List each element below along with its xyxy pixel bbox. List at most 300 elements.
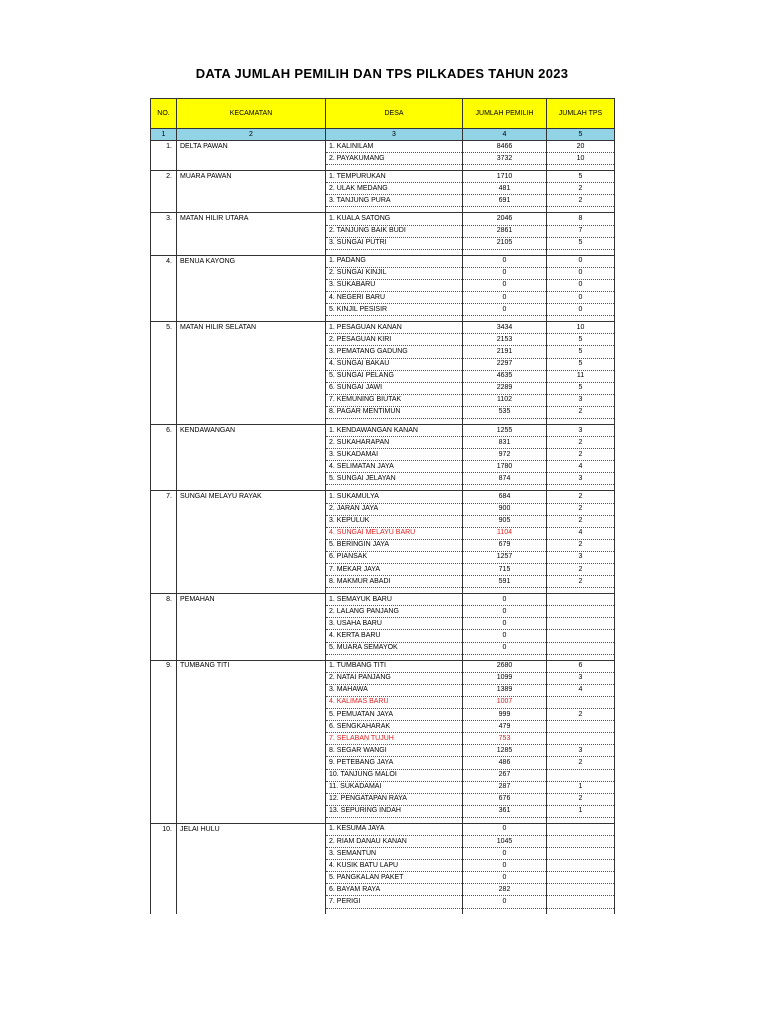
desa-cell: 2. TANJUNG BAIK BUDI xyxy=(326,225,463,237)
row-number xyxy=(151,267,177,279)
pemilih-cell: 2046 xyxy=(463,213,547,225)
voter-table xyxy=(150,98,615,914)
pemilih-cell: 1780 xyxy=(463,461,547,473)
kecamatan-cell xyxy=(177,370,326,382)
header-row xyxy=(151,99,615,129)
kecamatan-cell xyxy=(177,461,326,473)
column-number: 1 xyxy=(151,129,177,141)
table-row xyxy=(151,304,615,316)
row-number xyxy=(151,848,177,860)
pemilih-cell: 676 xyxy=(463,793,547,805)
pemilih-cell: 1285 xyxy=(463,745,547,757)
desa-cell: 3. KEPULUK xyxy=(326,515,463,527)
pemilih-cell: 900 xyxy=(463,503,547,515)
header-desa: DESA xyxy=(326,99,463,129)
pemilih-cell: 2105 xyxy=(463,237,547,249)
row-number xyxy=(151,672,177,684)
tps-cell: 2 xyxy=(547,437,615,449)
table-row xyxy=(151,322,615,334)
row-number: 6. xyxy=(151,424,177,436)
desa-cell: 1. TUMBANG TITI xyxy=(326,660,463,672)
row-number xyxy=(151,564,177,576)
pemilih-cell: 0 xyxy=(463,292,547,304)
row-number xyxy=(151,872,177,884)
table-row xyxy=(151,630,615,642)
pemilih-cell: 479 xyxy=(463,721,547,733)
kecamatan-cell xyxy=(177,153,326,165)
pemilih-cell: 0 xyxy=(463,642,547,654)
kecamatan-cell xyxy=(177,860,326,872)
kecamatan-cell xyxy=(177,745,326,757)
desa-cell: 3. MAHAWA xyxy=(326,684,463,696)
pemilih-cell: 0 xyxy=(463,606,547,618)
row-number xyxy=(151,896,177,908)
desa-cell: 2. LALANG PANJANG xyxy=(326,606,463,618)
table-row xyxy=(151,576,615,588)
table-row xyxy=(151,709,615,721)
kecamatan-cell xyxy=(177,793,326,805)
table-row xyxy=(151,424,615,436)
kecamatan-cell xyxy=(177,358,326,370)
table-row xyxy=(151,805,615,817)
table-row xyxy=(151,781,615,793)
table-row xyxy=(151,406,615,418)
desa-cell: 11. SUKADAMAI xyxy=(326,781,463,793)
pemilih-cell: 0 xyxy=(463,630,547,642)
table-row xyxy=(151,515,615,527)
kecamatan-cell xyxy=(177,551,326,563)
table-row xyxy=(151,757,615,769)
tps-cell: 11 xyxy=(547,370,615,382)
pemilih-cell: 0 xyxy=(463,267,547,279)
kecamatan-cell xyxy=(177,672,326,684)
kecamatan-cell xyxy=(177,576,326,588)
tps-cell xyxy=(547,896,615,908)
row-number xyxy=(151,153,177,165)
desa-cell: 9. PETEBANG JAYA xyxy=(326,757,463,769)
row-number xyxy=(151,437,177,449)
pemilih-cell: 1007 xyxy=(463,696,547,708)
tps-cell: 0 xyxy=(547,304,615,316)
column-number-row xyxy=(151,129,615,141)
desa-cell: 2. ULAK MEDANG xyxy=(326,183,463,195)
desa-cell: 10. TANJUNG MALOI xyxy=(326,769,463,781)
table-row xyxy=(151,141,615,153)
tps-cell: 3 xyxy=(547,394,615,406)
tps-cell xyxy=(547,594,615,606)
table-row xyxy=(151,848,615,860)
tps-cell: 5 xyxy=(547,334,615,346)
pemilih-cell: 3732 xyxy=(463,153,547,165)
table-row xyxy=(151,503,615,515)
kecamatan-cell xyxy=(177,781,326,793)
row-number xyxy=(151,237,177,249)
table-row xyxy=(151,346,615,358)
tps-cell: 5 xyxy=(547,237,615,249)
kecamatan-cell xyxy=(177,835,326,847)
row-number: 2. xyxy=(151,171,177,183)
table-row xyxy=(151,473,615,485)
kecamatan-cell xyxy=(177,606,326,618)
row-number xyxy=(151,696,177,708)
desa-cell: 5. SUNGAI JELAYAN xyxy=(326,473,463,485)
pemilih-cell: 535 xyxy=(463,406,547,418)
pemilih-cell: 282 xyxy=(463,884,547,896)
tps-cell xyxy=(547,884,615,896)
pemilih-cell: 591 xyxy=(463,576,547,588)
tps-cell: 10 xyxy=(547,322,615,334)
pemilih-cell: 2289 xyxy=(463,382,547,394)
tps-cell: 0 xyxy=(547,255,615,267)
desa-cell: 12. PENGATAPAN RAYA xyxy=(326,793,463,805)
table-body xyxy=(151,141,615,914)
desa-cell: 1. KENDAWANGAN KANAN xyxy=(326,424,463,436)
pemilih-cell: 4635 xyxy=(463,370,547,382)
tps-cell xyxy=(547,606,615,618)
tps-cell: 4 xyxy=(547,527,615,539)
table-row xyxy=(151,594,615,606)
desa-cell: 2. PESAGUAN KIRI xyxy=(326,334,463,346)
column-number: 3 xyxy=(326,129,463,141)
row-number: 5. xyxy=(151,322,177,334)
row-number: 4. xyxy=(151,255,177,267)
desa-cell: 7. MEKAR JAYA xyxy=(326,564,463,576)
header-no: NO. xyxy=(151,99,177,129)
table-row xyxy=(151,721,615,733)
desa-cell: 1. KALINILAM xyxy=(326,141,463,153)
table-row xyxy=(151,370,615,382)
table-row xyxy=(151,672,615,684)
header-jumlah-pemilih: JUMLAH PEMILIH xyxy=(463,99,547,129)
desa-cell: 3. PEMATANG GADUNG xyxy=(326,346,463,358)
tps-cell: 2 xyxy=(547,503,615,515)
desa-cell: 6. PIANSAK xyxy=(326,551,463,563)
row-number xyxy=(151,551,177,563)
row-number xyxy=(151,449,177,461)
kecamatan-cell xyxy=(177,721,326,733)
spacer-cell xyxy=(151,908,177,914)
row-number xyxy=(151,884,177,896)
desa-cell: 1. KESUMA JAYA xyxy=(326,823,463,835)
table-row xyxy=(151,449,615,461)
desa-cell: 1. SUKAMULYA xyxy=(326,491,463,503)
tps-cell: 3 xyxy=(547,473,615,485)
kecamatan-cell: MATAN HILIR UTARA xyxy=(177,213,326,225)
table-row xyxy=(151,382,615,394)
tps-cell: 3 xyxy=(547,551,615,563)
pemilih-cell: 679 xyxy=(463,539,547,551)
pemilih-cell: 691 xyxy=(463,195,547,207)
row-number xyxy=(151,709,177,721)
row-number: 1. xyxy=(151,141,177,153)
table-row xyxy=(151,642,615,654)
desa-cell: 3. SEMANTUN xyxy=(326,848,463,860)
table-row xyxy=(151,835,615,847)
row-number xyxy=(151,684,177,696)
row-number xyxy=(151,358,177,370)
row-number xyxy=(151,805,177,817)
kecamatan-cell xyxy=(177,394,326,406)
tps-cell: 2 xyxy=(547,757,615,769)
desa-cell: 2. JARAN JAYA xyxy=(326,503,463,515)
kecamatan-cell xyxy=(177,872,326,884)
tps-cell: 20 xyxy=(547,141,615,153)
row-number: 7. xyxy=(151,491,177,503)
pemilih-cell: 0 xyxy=(463,872,547,884)
table-row xyxy=(151,896,615,908)
kecamatan-cell xyxy=(177,769,326,781)
tps-cell: 2 xyxy=(547,183,615,195)
table-row xyxy=(151,606,615,618)
table-row xyxy=(151,292,615,304)
desa-cell: 5. PEMUATAN JAYA xyxy=(326,709,463,721)
tps-cell xyxy=(547,696,615,708)
table-row xyxy=(151,394,615,406)
table-row xyxy=(151,696,615,708)
tps-cell: 10 xyxy=(547,153,615,165)
pemilih-cell: 0 xyxy=(463,255,547,267)
table-row xyxy=(151,183,615,195)
tps-cell xyxy=(547,733,615,745)
table-row xyxy=(151,171,615,183)
column-number: 4 xyxy=(463,129,547,141)
pemilih-cell: 287 xyxy=(463,781,547,793)
kecamatan-cell xyxy=(177,304,326,316)
pemilih-cell: 1099 xyxy=(463,672,547,684)
table-row xyxy=(151,255,615,267)
tps-cell: 1 xyxy=(547,781,615,793)
table-row xyxy=(151,660,615,672)
spacer-cell xyxy=(463,908,547,914)
kecamatan-cell xyxy=(177,884,326,896)
desa-cell: 1. PADANG xyxy=(326,255,463,267)
desa-cell: 4. SELIMATAN JAYA xyxy=(326,461,463,473)
tps-cell: 7 xyxy=(547,225,615,237)
pemilih-cell: 2297 xyxy=(463,358,547,370)
tps-cell: 2 xyxy=(547,515,615,527)
table-row xyxy=(151,334,615,346)
pemilih-cell: 1710 xyxy=(463,171,547,183)
row-number: 10. xyxy=(151,823,177,835)
desa-cell: 7. SELABAN TUJUH xyxy=(326,733,463,745)
pemilih-cell: 267 xyxy=(463,769,547,781)
pemilih-cell: 2680 xyxy=(463,660,547,672)
tps-cell: 0 xyxy=(547,279,615,291)
pemilih-cell: 1102 xyxy=(463,394,547,406)
kecamatan-cell xyxy=(177,183,326,195)
pemilih-cell: 1257 xyxy=(463,551,547,563)
tps-cell: 6 xyxy=(547,660,615,672)
kecamatan-cell xyxy=(177,292,326,304)
row-number xyxy=(151,279,177,291)
tps-cell: 1 xyxy=(547,805,615,817)
tps-cell: 2 xyxy=(547,491,615,503)
kecamatan-cell xyxy=(177,757,326,769)
row-number xyxy=(151,183,177,195)
pemilih-cell: 684 xyxy=(463,491,547,503)
desa-cell: 3. USAHA BARU xyxy=(326,618,463,630)
pemilih-cell: 486 xyxy=(463,757,547,769)
kecamatan-cell xyxy=(177,225,326,237)
table-row xyxy=(151,745,615,757)
desa-cell: 5. KINJIL PESISIR xyxy=(326,304,463,316)
pemilih-cell: 0 xyxy=(463,896,547,908)
row-number xyxy=(151,757,177,769)
tps-cell xyxy=(547,823,615,835)
row-number xyxy=(151,781,177,793)
kecamatan-cell: MUARA PAWAN xyxy=(177,171,326,183)
kecamatan-cell xyxy=(177,696,326,708)
desa-cell: 5. PANGKALAN PAKET xyxy=(326,872,463,884)
tps-cell xyxy=(547,848,615,860)
tps-cell xyxy=(547,769,615,781)
table-row xyxy=(151,195,615,207)
pemilih-cell: 753 xyxy=(463,733,547,745)
pemilih-cell: 1255 xyxy=(463,424,547,436)
row-number xyxy=(151,721,177,733)
row-number xyxy=(151,515,177,527)
table-row xyxy=(151,237,615,249)
tps-cell xyxy=(547,721,615,733)
kecamatan-cell xyxy=(177,334,326,346)
pemilih-cell: 0 xyxy=(463,618,547,630)
desa-cell: 1. KUALA SATONG xyxy=(326,213,463,225)
kecamatan-cell: DELTA PAWAN xyxy=(177,141,326,153)
desa-cell: 4. KUSIK BATU LAPU xyxy=(326,860,463,872)
desa-cell: 2. SUKAHARAPAN xyxy=(326,437,463,449)
kecamatan-cell xyxy=(177,733,326,745)
pemilih-cell: 2191 xyxy=(463,346,547,358)
row-number xyxy=(151,539,177,551)
row-number xyxy=(151,473,177,485)
row-number xyxy=(151,382,177,394)
desa-cell: 1. SEMAYUK BARU xyxy=(326,594,463,606)
tps-cell: 2 xyxy=(547,406,615,418)
row-number xyxy=(151,461,177,473)
desa-cell: 5. MUARA SEMAYOK xyxy=(326,642,463,654)
desa-cell: 1. TEMPURUKAN xyxy=(326,171,463,183)
table-row xyxy=(151,213,615,225)
table-row xyxy=(151,564,615,576)
kecamatan-cell xyxy=(177,642,326,654)
row-number xyxy=(151,835,177,847)
pemilih-cell: 0 xyxy=(463,823,547,835)
row-number xyxy=(151,642,177,654)
table-row xyxy=(151,793,615,805)
table-row xyxy=(151,733,615,745)
tps-cell: 3 xyxy=(547,672,615,684)
tps-cell: 0 xyxy=(547,292,615,304)
pemilih-cell: 2153 xyxy=(463,334,547,346)
desa-cell: 2. NATAI PANJANG xyxy=(326,672,463,684)
kecamatan-cell xyxy=(177,564,326,576)
desa-cell: 2. RIAM DANAU KANAN xyxy=(326,835,463,847)
pemilih-cell: 972 xyxy=(463,449,547,461)
table-row xyxy=(151,279,615,291)
kecamatan-cell: BENUA KAYONG xyxy=(177,255,326,267)
desa-cell: 8. MAKMUR ABADI xyxy=(326,576,463,588)
kecamatan-cell xyxy=(177,267,326,279)
desa-cell: 4. SUNGAI BAKAU xyxy=(326,358,463,370)
row-number xyxy=(151,370,177,382)
kecamatan-cell xyxy=(177,515,326,527)
tps-cell: 2 xyxy=(547,793,615,805)
group-spacer xyxy=(151,908,615,914)
kecamatan-cell xyxy=(177,437,326,449)
desa-cell: 8. SEGAR WANGI xyxy=(326,745,463,757)
data-sheet xyxy=(150,98,614,914)
pemilih-cell: 0 xyxy=(463,304,547,316)
desa-cell: 3. SUNGAI PUTRI xyxy=(326,237,463,249)
desa-cell: 3. SUKABARU xyxy=(326,279,463,291)
tps-cell: 5 xyxy=(547,382,615,394)
tps-cell xyxy=(547,835,615,847)
table-row xyxy=(151,551,615,563)
pemilih-cell: 8466 xyxy=(463,141,547,153)
desa-cell: 6. SUNGAI JAWI xyxy=(326,382,463,394)
row-number xyxy=(151,576,177,588)
desa-cell: 4. NEGERI BARU xyxy=(326,292,463,304)
tps-cell: 2 xyxy=(547,195,615,207)
desa-cell: 1. PESAGUAN KANAN xyxy=(326,322,463,334)
row-number xyxy=(151,304,177,316)
pemilih-cell: 831 xyxy=(463,437,547,449)
row-number xyxy=(151,503,177,515)
desa-cell: 5. BERINGIN JAYA xyxy=(326,539,463,551)
kecamatan-cell xyxy=(177,449,326,461)
tps-cell: 3 xyxy=(547,424,615,436)
tps-cell: 5 xyxy=(547,358,615,370)
desa-cell: 4. SUNGAI MELAYU BARU xyxy=(326,527,463,539)
row-number xyxy=(151,793,177,805)
row-number xyxy=(151,225,177,237)
table-row xyxy=(151,225,615,237)
tps-cell xyxy=(547,642,615,654)
table-row xyxy=(151,769,615,781)
kecamatan-cell: SUNGAI MELAYU RAYAK xyxy=(177,491,326,503)
row-number: 8. xyxy=(151,594,177,606)
tps-cell xyxy=(547,630,615,642)
table-row xyxy=(151,437,615,449)
pemilih-cell: 905 xyxy=(463,515,547,527)
kecamatan-cell xyxy=(177,527,326,539)
pemilih-cell: 715 xyxy=(463,564,547,576)
pemilih-cell: 999 xyxy=(463,709,547,721)
table-row xyxy=(151,618,615,630)
pemilih-cell: 874 xyxy=(463,473,547,485)
kecamatan-cell xyxy=(177,805,326,817)
header-jumlah-tps: JUMLAH TPS xyxy=(547,99,615,129)
table-row xyxy=(151,527,615,539)
kecamatan-cell xyxy=(177,195,326,207)
desa-cell: 6. SENGKAHARAK xyxy=(326,721,463,733)
page-title: DATA JUMLAH PEMILIH DAN TPS PILKADES TAHUN 2023 xyxy=(195,66,569,81)
row-number xyxy=(151,745,177,757)
kecamatan-cell xyxy=(177,630,326,642)
table-row xyxy=(151,358,615,370)
row-number xyxy=(151,860,177,872)
kecamatan-cell xyxy=(177,346,326,358)
column-number: 5 xyxy=(547,129,615,141)
pemilih-cell: 3434 xyxy=(463,322,547,334)
kecamatan-cell xyxy=(177,539,326,551)
pemilih-cell: 0 xyxy=(463,594,547,606)
row-number xyxy=(151,769,177,781)
desa-cell: 7. KEMUNING BIUTAK xyxy=(326,394,463,406)
spacer-cell xyxy=(177,908,326,914)
tps-cell: 5 xyxy=(547,346,615,358)
tps-cell: 2 xyxy=(547,709,615,721)
